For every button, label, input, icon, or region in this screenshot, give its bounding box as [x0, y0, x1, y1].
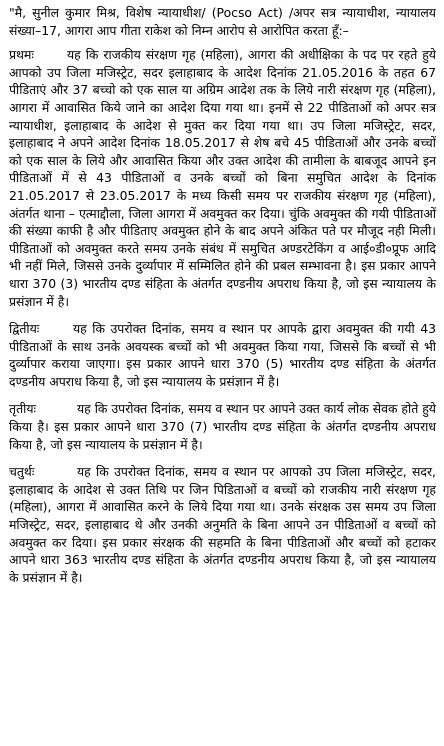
intro-paragraph: "मै, सुनील कुमार मिश्र, विशेष न्यायाधीश/ (Pocso Act) /अपर सत्र न्यायाधीश, न्यायालय संख्या–17, आगरा आप गीता राकेश को निम्न आरोप से आरोपित करता हूँ:–	[9, 5, 436, 38]
charge-third-text: यह कि उपरोक्त दिनांक, समय व स्थान पर आपने उक्त कार्य लोक सेवक होते हुये किया है। इस प्रकार आपने धारा 370 (7) भारतीय दण्ड संहिता के अंतर्गत दण्डनीय अपराध किया है, जो इस न्यायालय के प्रसंज्ञान में है।	[9, 401, 436, 452]
charge-first-label: प्रथमः	[9, 47, 34, 63]
charge-fourth-label: चतुर्थः	[9, 464, 35, 480]
charge-third-label: तृतीयः	[9, 401, 37, 417]
charge-fourth-paragraph	[9, 463, 436, 586]
charge-second-text: यह कि उपरोक्त दिनांक, समय व स्थान पर आपके द्वारा अवमुक्त की गयी 43 पीडिताओं के साथ उनके अवयस्क बच्चों को भी अवमुक्त किया गया, जिससे कि बच्चों से भी दुर्व्यापार कराया जाएगा। इस प्रकार आपने धारा 370 (5) भारतीय दण्ड संहिता के अंतर्गत दण्डनीय अपराध किया है, जो इस न्यायालय के प्रसंज्ञान में है।	[9, 321, 436, 389]
charge-second-paragraph	[9, 320, 436, 390]
charge-fourth-text: यह कि उपरोक्त दिनांक, समय व स्थान पर आपको उप जिला मजिस्ट्रेट, सदर, इलाहाबाद के आदेश से उक्त तिथि पर जिन पिडिताओं व बच्चों को राजकीय नारी संरक्षण गृह (महिला), आगरा में आवासित करने के लिये दिया गया था। उनके संरक्षक उस समय उप जिला मजिस्ट्रेट, सदर, इलाहाबाद थे और उनकी अनुमति के बिना आपने उन पीडिताओं व बच्चों को अवमुक्त कर दिया। इस प्रकार संरक्षक की सहमति के बिना पीडिताओं और बच्चों को हटाकर आपने धारा 363 भारतीय दण्ड संहिता के अंतर्गत दण्डनीय अपराध किया है, जो इस न्यायालय के प्रसंज्ञान में है।	[9, 464, 436, 585]
charge-third-paragraph	[9, 400, 436, 453]
charge-second-label: द्वितीयः	[9, 321, 40, 337]
charge-first-paragraph	[9, 46, 436, 310]
charge-first-text: यह कि राजकीय संरक्षण गृह (महिला), आगरा की अधीक्षिका के पद पर रहते हुये आपको उप जिला मजिस्ट्रेट, सदर इलाहाबाद के आदेश दिनांक 21.05.2016 के तहत 67 पीडिताएं और 37 बच्चो को एक साल या अग्रिम आदेश तक के लिये नारी संरक्षण गृह (महिला), आगरा में आवासित किये जाने का आदेश दिया गया था। इनमें से 22 पीडिताओं को अपर सत्र न्यायाधीश, इलाहाबाद के आदेश से मुक्त कर दिया गया था। उप जिला मजिस्ट्रेट, सदर, इलाहाबाद ने अपने आदेश दिनांक 18.05.2017 से शेष बचे 45 पीडिताओं और उनके बच्चों को एक साल के लिये और आवासित किया और उक्त आदेश की तामीला के बाबजूद आपने इन पीडिताओं में से 43 पीडिताओं व उनके बच्चों को बिना समुचित आदेश के दिनांक 21.05.2017 से 23.05.2017 के मध्य किसी समय पर राजकीय संरक्षण गृह (महिला), अंतर्गत थाना – एत्माद्दौला, जिला आगरा में अवमुक्त कर दिया। चुंकि अवमुक्त की गयी पीडिताओं की संख्या काफी है और पीडिताए अवमुक्त होने के बाद अपने अंकित पते पर मौजूद नही मिली। पीडिताओं को अवमुक्त करते समय उनके संबंध में समुचित अण्डरटेकिंग व आई०डी०प्रूफ आदि भी नहीं मिले, जिससे उनके दुर्व्यापार में सम्मिलित होने की प्रबल सम्भावना है। इस प्रकार आपने धारा 370 (3) भारतीय दण्ड संहिता के अंतर्गत दण्डनीय अपराध किया है, जो इस न्यायालय के प्रसंज्ञान में है।	[9, 47, 436, 309]
